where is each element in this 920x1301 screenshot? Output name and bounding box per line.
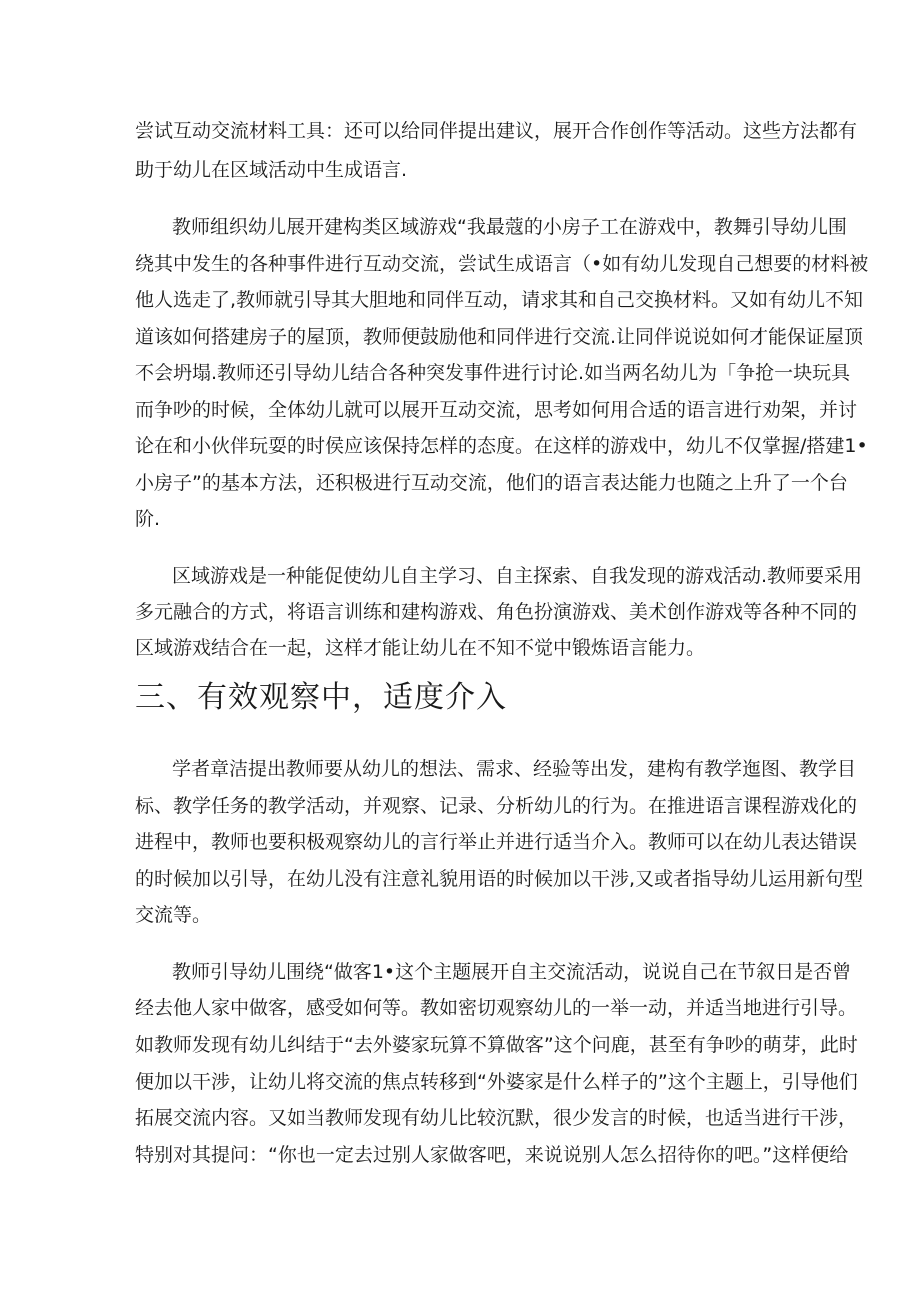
text-line: 教师组织幼儿展开建构类区域游戏“我最蔻的小房子工在游戏中，教舞引导幼儿围 bbox=[172, 216, 847, 238]
text-line: 绕其中发生的各种事件进行互动交流，尝试生成语言（•如有幼儿发现自己想要的材料被 bbox=[135, 253, 869, 275]
text-line: 教师引导幼儿围绕“做客1•这个主题展开自主交流活动，说说自己在节叙日是否曾 bbox=[172, 961, 852, 983]
text-line: 他人选走了,教师就引导其大胆地和同伴互动，请求其和自己交换材料。又如有幼儿不知 bbox=[135, 289, 864, 311]
text-line: 区域游戏结合在一起，这样才能让幼儿在不知不觉中锻炼语言能力。 bbox=[135, 637, 706, 659]
text-line: 尝试互动交流材料工具：还可以给同伴提出建议，展开合作创作等活动。这些方法都有 bbox=[135, 120, 858, 142]
section-heading: 三、有效观察中，适度介入 bbox=[135, 680, 507, 715]
text-line: 的时候加以引导，在幼儿没有注意礼貌用语的时候加以干涉,又或者指导幼儿运用新句型 bbox=[135, 868, 864, 890]
text-line: 而争吵的时候，全体幼儿就可以展开互动交流，思考如何用合适的语言进行劝架，并讨 bbox=[135, 399, 858, 421]
text-line: 经去他人家中做客，感受如何等。教如密切观察幼儿的一举一动，并适当地进行引导。 bbox=[135, 997, 858, 1019]
text-line: 区域游戏是一种能促使幼儿自主学习、自主探索、自我发现的游戏活动.教师要采用 bbox=[172, 565, 863, 587]
text-line: 便加以干涉，让幼儿将交流的焦点转移到“外婆家是什么样子的”这个主题上，引导他们 bbox=[135, 1071, 858, 1093]
text-line: 标、教学任务的教学活动，并观察、记录、分析幼儿的行为。在推进语言课程游戏化的 bbox=[135, 795, 858, 817]
text-line: 交流等。 bbox=[135, 904, 212, 926]
text-line: 小房子”的基本方法，还积极进行互动交流，他们的语言表达能力也随之上升了一个台 bbox=[135, 472, 848, 494]
text-line: 特别对其提问：“你也一定去过别人家做客吧，来说说别人怎么招待你的吧。”这样便给 bbox=[135, 1144, 849, 1166]
text-line: 进程中，教师也要积极观察幼儿的言行举止并进行适当介入。教师可以在幼儿表达错误 bbox=[135, 831, 858, 853]
text-line: 论在和小伙伴玩耍的时侯应该保持怎样的态度。在这样的游戏中，幼儿不仅掌握/搭建1• bbox=[135, 435, 868, 457]
text-line: 不会坍塌.教师还引导幼儿结合各种突发事件进行讨论.如当两名幼儿为「争抢一块玩具 bbox=[135, 362, 851, 384]
text-line: 道该如何搭建房子的屋顶，教师便鼓励他和同伴进行交流.让同伴说说如何才能保证屋顶 bbox=[135, 326, 864, 348]
text-line: 拓展交流内容。又如当教师发现有幼儿比较沉默，很少发言的时候，也适当进行干涉， bbox=[135, 1107, 858, 1129]
text-line: 学者章洁提出教师要从幼儿的想法、需求、经验等出发，建构有教学迤图、教学目 bbox=[172, 758, 857, 780]
text-line: 助于幼儿在区域活动中生成语言. bbox=[135, 159, 408, 181]
text-line: 阶. bbox=[135, 508, 161, 530]
text-line: 多元融合的方式，将语言训练和建构游戏、角色扮演游戏、美术创作游戏等各种不同的 bbox=[135, 601, 858, 623]
text-line: 如教师发现有幼儿纠结于“去外婆家玩算不算做客”这个问鹿，甚至有争吵的萌芽，此时 bbox=[135, 1034, 858, 1056]
